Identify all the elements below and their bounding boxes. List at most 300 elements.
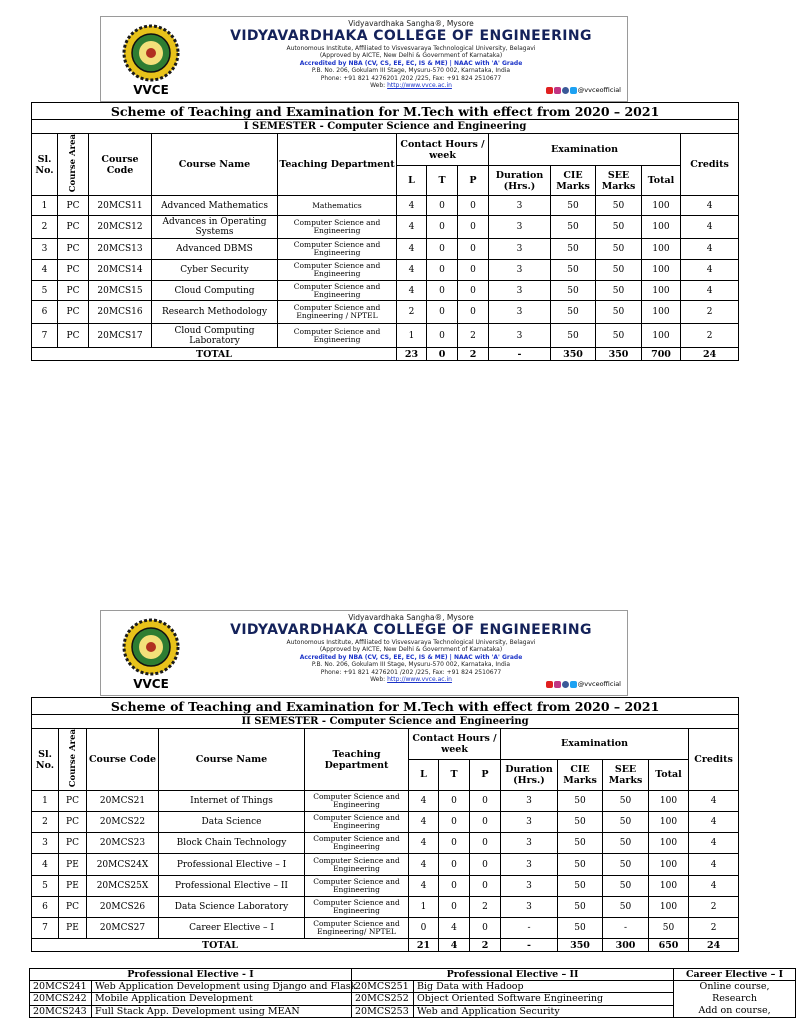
tutorial-hours: 0 <box>427 324 458 348</box>
lecture-hours: 4 <box>409 854 439 876</box>
total-marks: 100 <box>649 812 689 833</box>
pe1-course-code: 20MCS242 <box>30 993 92 1005</box>
course-area: PC <box>59 833 87 854</box>
col-p: P <box>458 166 489 196</box>
course-area: PE <box>59 876 87 897</box>
course-row <box>32 876 739 897</box>
practical-hours: 0 <box>458 196 489 216</box>
career-elective-header: Career Elective – I <box>674 969 796 981</box>
credits: 4 <box>681 239 739 260</box>
lecture-hours: 4 <box>397 216 427 239</box>
teaching-dept: Computer Science and Engineering/ NPTEL <box>305 918 409 939</box>
credits: 4 <box>689 854 739 876</box>
total-total: 700 <box>642 348 681 361</box>
col-sl-no: Sl. No. <box>32 134 58 196</box>
web-link[interactable]: http://www.vvce.ac.in <box>387 82 452 90</box>
total-total: 650 <box>649 939 689 952</box>
duration: 3 <box>501 854 558 876</box>
cie-marks: 50 <box>551 239 596 260</box>
sem1-title: Scheme of Teaching and Examination for M.Tech with effect from 2020 – 2021 <box>32 103 739 120</box>
course-area: PC <box>58 239 89 260</box>
tutorial-hours: 0 <box>439 791 470 812</box>
college-name: VIDYAVARDHAKA COLLEGE OF ENGINEERING <box>230 28 592 44</box>
total-t: 0 <box>427 348 458 361</box>
total-duration: - <box>489 348 551 361</box>
practical-hours: 0 <box>458 239 489 260</box>
lecture-hours: 1 <box>409 897 439 918</box>
lecture-hours: 4 <box>409 791 439 812</box>
lecture-hours: 4 <box>397 196 427 216</box>
total-cie: 350 <box>551 348 596 361</box>
see-marks: 50 <box>596 196 642 216</box>
course-name: Data Science <box>159 812 305 833</box>
career-option-line: Add on course, <box>698 1005 771 1016</box>
lecture-hours: 4 <box>409 833 439 854</box>
practical-hours: 0 <box>458 301 489 324</box>
col-l: L <box>397 166 427 196</box>
tutorial-hours: 0 <box>439 876 470 897</box>
tutorial-hours: 0 <box>427 196 458 216</box>
see-marks: 50 <box>603 876 649 897</box>
elective-row <box>30 981 796 993</box>
sl-no: 3 <box>32 833 59 854</box>
course-row <box>32 281 739 301</box>
pe1-course-name: Mobile Application Development <box>92 993 352 1005</box>
lecture-hours: 2 <box>397 301 427 324</box>
tutorial-hours: 0 <box>439 812 470 833</box>
total-see: 300 <box>603 939 649 952</box>
total-marks: 100 <box>649 854 689 876</box>
sem1-scheme-table <box>31 102 739 361</box>
sl-no: 3 <box>32 239 58 260</box>
col-credits: Credits <box>689 729 739 791</box>
col-course-name: Course Name <box>159 729 305 791</box>
see-marks: 50 <box>603 812 649 833</box>
see-marks: 50 <box>596 281 642 301</box>
practical-hours: 0 <box>470 812 501 833</box>
col-teaching-dept: Teaching Department <box>278 134 397 196</box>
course-code: 20MCS24X <box>87 854 159 876</box>
col-cie: CIE Marks <box>551 166 596 196</box>
total-p: 2 <box>458 348 489 361</box>
course-name: Advanced Mathematics <box>152 196 278 216</box>
pe2-course-code: 20MCS252 <box>352 993 414 1005</box>
instagram-icon[interactable] <box>554 87 561 94</box>
tutorial-hours: 0 <box>439 854 470 876</box>
facebook-icon[interactable] <box>562 87 569 94</box>
course-name: Cloud Computing <box>152 281 278 301</box>
practical-hours: 0 <box>470 918 501 939</box>
course-area: PC <box>58 196 89 216</box>
tutorial-hours: 4 <box>439 918 470 939</box>
teaching-dept: Computer Science and Engineering <box>278 281 397 301</box>
course-code: 20MCS15 <box>89 281 152 301</box>
practical-hours: 0 <box>470 833 501 854</box>
total-marks: 50 <box>649 918 689 939</box>
total-p: 2 <box>470 939 501 952</box>
cie-marks: 50 <box>558 812 603 833</box>
sl-no: 7 <box>32 324 58 348</box>
course-row <box>32 260 739 281</box>
lecture-hours: 0 <box>409 918 439 939</box>
web-link[interactable]: http://www.vvce.ac.in <box>387 676 452 684</box>
twitter-icon[interactable] <box>570 681 577 688</box>
sl-no: 7 <box>32 918 59 939</box>
teaching-dept: Computer Science and Engineering <box>305 876 409 897</box>
course-row <box>32 239 739 260</box>
total-label: TOTAL <box>32 348 397 361</box>
see-marks: 50 <box>603 833 649 854</box>
total-duration: - <box>501 939 558 952</box>
teaching-dept: Computer Science and Engineering <box>305 833 409 854</box>
course-area: PC <box>59 812 87 833</box>
pe1-course-name: Full Stack App. Development using MEAN <box>92 1005 352 1017</box>
course-code: 20MCS11 <box>89 196 152 216</box>
course-code: 20MCS26 <box>87 897 159 918</box>
total-marks: 100 <box>642 216 681 239</box>
accredited-line: Accredited by NBA (CV, CS, EE, EC, IS & ME) | NAAC with 'A' Grade <box>299 653 523 661</box>
course-row <box>32 812 739 833</box>
duration: 3 <box>489 324 551 348</box>
see-marks: - <box>603 918 649 939</box>
sl-no: 1 <box>32 196 58 216</box>
college-logo <box>113 22 189 98</box>
course-row <box>32 324 739 348</box>
course-area: PE <box>59 918 87 939</box>
pe1-course-code: 20MCS241 <box>30 981 92 993</box>
pe1-header: Professional Elective - I <box>30 969 352 981</box>
instagram-icon[interactable] <box>554 681 561 688</box>
course-name: Research Methodology <box>152 301 278 324</box>
teaching-dept: Computer Science and Engineering <box>278 216 397 239</box>
course-row <box>32 833 739 854</box>
college-banner <box>100 16 628 102</box>
credits: 4 <box>681 216 739 239</box>
course-code: 20MCS22 <box>87 812 159 833</box>
sl-no: 5 <box>32 876 59 897</box>
career-option-line: Research <box>712 993 757 1004</box>
see-marks: 50 <box>603 854 649 876</box>
col-credits: Credits <box>681 134 739 196</box>
course-area: PC <box>58 324 89 348</box>
lecture-hours: 4 <box>397 260 427 281</box>
approved-line: (Approved by AICTE, New Delhi & Government of Karnataka) <box>319 52 503 60</box>
lecture-hours: 4 <box>397 239 427 260</box>
course-row <box>32 301 739 324</box>
total-credits: 24 <box>689 939 739 952</box>
duration: 3 <box>489 196 551 216</box>
cie-marks: 50 <box>551 260 596 281</box>
pe2-course-code: 20MCS253 <box>352 1005 414 1017</box>
credits: 2 <box>681 301 739 324</box>
course-name: Advances in Operating Systems <box>152 216 278 239</box>
see-marks: 50 <box>603 897 649 918</box>
course-name: Cyber Security <box>152 260 278 281</box>
lecture-hours: 4 <box>409 812 439 833</box>
sl-no: 2 <box>32 812 59 833</box>
tutorial-hours: 0 <box>439 897 470 918</box>
sem1-semester: I SEMESTER - Computer Science and Engineering <box>32 120 739 134</box>
duration: 3 <box>489 216 551 239</box>
teaching-dept: Computer Science and Engineering <box>305 897 409 918</box>
electives-table <box>29 968 796 1018</box>
duration: - <box>501 918 558 939</box>
course-code: 20MCS16 <box>89 301 152 324</box>
course-area: PE <box>59 854 87 876</box>
tutorial-hours: 0 <box>427 260 458 281</box>
course-name: Professional Elective – II <box>159 876 305 897</box>
logo-text: VVCE <box>133 677 169 691</box>
course-row <box>32 791 739 812</box>
tutorial-hours: 0 <box>439 833 470 854</box>
credits: 2 <box>689 897 739 918</box>
col-course-name: Course Name <box>152 134 278 196</box>
see-marks: 50 <box>596 260 642 281</box>
pe2-course-name: Object Oriented Software Engineering <box>414 993 674 1005</box>
practical-hours: 0 <box>458 260 489 281</box>
logo-text: VVCE <box>133 83 169 97</box>
cie-marks: 50 <box>558 854 603 876</box>
total-marks: 100 <box>642 196 681 216</box>
col-t: T <box>439 759 470 791</box>
col-l: L <box>409 759 439 791</box>
electives-rows <box>30 981 796 1018</box>
sem2-scheme-table <box>31 697 739 952</box>
see-marks: 50 <box>596 216 642 239</box>
teaching-dept: Computer Science and Engineering / NPTEL <box>278 301 397 324</box>
social-handle-text: @vvceofficial <box>577 86 621 94</box>
teaching-dept: Computer Science and Engineering <box>278 324 397 348</box>
course-area: PC <box>59 791 87 812</box>
total-marks: 100 <box>642 260 681 281</box>
practical-hours: 0 <box>470 876 501 897</box>
credits: 4 <box>681 196 739 216</box>
tutorial-hours: 0 <box>427 216 458 239</box>
autonomous-line: Autonomous Institute, Affiliated to Visvesvaraya Technological University, Belagavi <box>286 639 536 646</box>
cie-marks: 50 <box>551 281 596 301</box>
credits: 2 <box>689 918 739 939</box>
teaching-dept: Mathematics <box>278 196 397 216</box>
web-label: Web: <box>370 82 386 90</box>
duration: 3 <box>501 812 558 833</box>
course-code: 20MCS23 <box>87 833 159 854</box>
duration: 3 <box>501 791 558 812</box>
sem2-rows <box>32 791 739 939</box>
cie-marks: 50 <box>551 196 596 216</box>
duration: 3 <box>489 239 551 260</box>
col-examination: Examination <box>501 729 689 760</box>
credits: 4 <box>689 812 739 833</box>
practical-hours: 0 <box>470 791 501 812</box>
credits: 4 <box>689 833 739 854</box>
approved-line: (Approved by AICTE, New Delhi & Government of Karnataka) <box>319 646 503 654</box>
col-duration: Duration (Hrs.) <box>489 166 551 196</box>
sangha-name: Vidyavardhaka Sangha®, Mysore <box>348 613 474 622</box>
course-name: Career Elective – I <box>159 918 305 939</box>
total-see: 350 <box>596 348 642 361</box>
see-marks: 50 <box>603 791 649 812</box>
total-marks: 100 <box>649 876 689 897</box>
lecture-hours: 4 <box>397 281 427 301</box>
col-course-area: Course Area <box>58 134 89 196</box>
col-examination: Examination <box>489 134 681 166</box>
duration: 3 <box>489 301 551 324</box>
course-code: 20MCS21 <box>87 791 159 812</box>
course-area: PC <box>59 897 87 918</box>
social-handles <box>546 680 621 688</box>
address-line: P.B. No. 206, Gokulam III Stage, Mysuru-570 002, Karnataka, India <box>311 67 511 75</box>
teaching-dept: Computer Science and Engineering <box>305 791 409 812</box>
career-elective-options <box>674 981 796 1018</box>
sangha-name: Vidyavardhaka Sangha®, Mysore <box>348 19 474 28</box>
total-credits: 24 <box>681 348 739 361</box>
phone-line: Phone: +91 821 4276201 /202 /225, Fax: +91 824 2510677 <box>320 74 502 82</box>
course-row <box>32 196 739 216</box>
course-name: Data Science Laboratory <box>159 897 305 918</box>
sem2-total-row <box>32 939 739 952</box>
cie-marks: 50 <box>551 324 596 348</box>
cie-marks: 50 <box>558 833 603 854</box>
course-code: 20MCS17 <box>89 324 152 348</box>
lecture-hours: 1 <box>397 324 427 348</box>
credits: 4 <box>681 260 739 281</box>
col-contact-hours: Contact Hours / week <box>409 729 501 760</box>
col-contact-hours: Contact Hours / week <box>397 134 489 166</box>
pe2-course-name: Web and Application Security <box>414 1005 674 1017</box>
sl-no: 5 <box>32 281 58 301</box>
tutorial-hours: 0 <box>427 301 458 324</box>
teaching-dept: Computer Science and Engineering <box>305 812 409 833</box>
youtube-icon[interactable] <box>546 87 553 94</box>
sl-no: 4 <box>32 260 58 281</box>
course-row <box>32 216 739 239</box>
course-row <box>32 854 739 876</box>
course-area: PC <box>58 216 89 239</box>
col-see: SEE Marks <box>596 166 642 196</box>
col-sl-no: Sl. No. <box>32 729 59 791</box>
social-handles <box>546 86 621 94</box>
credits: 4 <box>681 281 739 301</box>
total-marks: 100 <box>649 897 689 918</box>
practical-hours: 2 <box>470 897 501 918</box>
see-marks: 50 <box>596 324 642 348</box>
duration: 3 <box>489 260 551 281</box>
course-name: Internet of Things <box>159 791 305 812</box>
phone-line: Phone: +91 821 4276201 /202 /225, Fax: +91 824 2510677 <box>320 668 502 676</box>
total-l: 23 <box>397 348 427 361</box>
career-option-line: Online course, <box>699 981 770 992</box>
course-code: 20MCS25X <box>87 876 159 897</box>
see-marks: 50 <box>596 239 642 260</box>
course-code: 20MCS27 <box>87 918 159 939</box>
total-marks: 100 <box>642 239 681 260</box>
col-course-code: Course Code <box>89 134 152 196</box>
twitter-icon[interactable] <box>570 87 577 94</box>
cie-marks: 50 <box>558 897 603 918</box>
sl-no: 6 <box>32 301 58 324</box>
course-code: 20MCS13 <box>89 239 152 260</box>
total-l: 21 <box>409 939 439 952</box>
col-teaching-dept: Teaching Department <box>305 729 409 791</box>
col-p: P <box>470 759 501 791</box>
credits: 4 <box>689 791 739 812</box>
total-label: TOTAL <box>32 939 409 952</box>
col-total: Total <box>649 759 689 791</box>
pe1-course-code: 20MCS243 <box>30 1005 92 1017</box>
youtube-icon[interactable] <box>546 681 553 688</box>
col-see: SEE Marks <box>603 759 649 791</box>
sl-no: 6 <box>32 897 59 918</box>
sl-no: 1 <box>32 791 59 812</box>
course-name: Cloud Computing Laboratory <box>152 324 278 348</box>
course-area: PC <box>58 301 89 324</box>
accredited-line: Accredited by NBA (CV, CS, EE, EC, IS & ME) | NAAC with 'A' Grade <box>299 59 523 67</box>
course-name: Professional Elective – I <box>159 854 305 876</box>
total-marks: 100 <box>642 301 681 324</box>
total-marks: 100 <box>642 324 681 348</box>
col-duration: Duration (Hrs.) <box>501 759 558 791</box>
college-banner <box>100 610 628 696</box>
sl-no: 2 <box>32 216 58 239</box>
cie-marks: 50 <box>558 876 603 897</box>
course-row <box>32 918 739 939</box>
tutorial-hours: 0 <box>427 239 458 260</box>
total-marks: 100 <box>642 281 681 301</box>
autonomous-line: Autonomous Institute, Affiliated to Visvesvaraya Technological University, Belagavi <box>286 45 536 52</box>
sem1-total-row <box>32 348 739 361</box>
facebook-icon[interactable] <box>562 681 569 688</box>
total-t: 4 <box>439 939 470 952</box>
cie-marks: 50 <box>551 216 596 239</box>
duration: 3 <box>501 876 558 897</box>
sem1-rows <box>32 196 739 348</box>
lecture-hours: 4 <box>409 876 439 897</box>
sem2-semester: II SEMESTER - Computer Science and Engineering <box>32 715 739 729</box>
credits: 4 <box>689 876 739 897</box>
course-name: Advanced DBMS <box>152 239 278 260</box>
college-name: VIDYAVARDHAKA COLLEGE OF ENGINEERING <box>230 622 592 638</box>
practical-hours: 0 <box>470 854 501 876</box>
see-marks: 50 <box>596 301 642 324</box>
pe1-course-name: Web Application Development using Django and Flask <box>92 981 352 993</box>
total-cie: 350 <box>558 939 603 952</box>
col-course-code: Course Code <box>87 729 159 791</box>
practical-hours: 2 <box>458 324 489 348</box>
total-marks: 100 <box>649 833 689 854</box>
course-code: 20MCS12 <box>89 216 152 239</box>
course-name: Block Chain Technology <box>159 833 305 854</box>
col-course-area: Course Area <box>59 729 87 791</box>
teaching-dept: Computer Science and Engineering <box>305 854 409 876</box>
duration: 3 <box>501 833 558 854</box>
course-area: PC <box>58 281 89 301</box>
credits: 2 <box>681 324 739 348</box>
pe2-course-name: Big Data with Hadoop <box>414 981 674 993</box>
pe2-header: Professional Elective – II <box>352 969 674 981</box>
col-cie: CIE Marks <box>558 759 603 791</box>
duration: 3 <box>501 897 558 918</box>
course-area: PC <box>58 260 89 281</box>
sl-no: 4 <box>32 854 59 876</box>
cie-marks: 50 <box>558 918 603 939</box>
tutorial-hours: 0 <box>427 281 458 301</box>
college-logo <box>113 616 189 692</box>
teaching-dept: Computer Science and Engineering <box>278 260 397 281</box>
cie-marks: 50 <box>558 791 603 812</box>
col-total: Total <box>642 166 681 196</box>
total-marks: 100 <box>649 791 689 812</box>
col-t: T <box>427 166 458 196</box>
